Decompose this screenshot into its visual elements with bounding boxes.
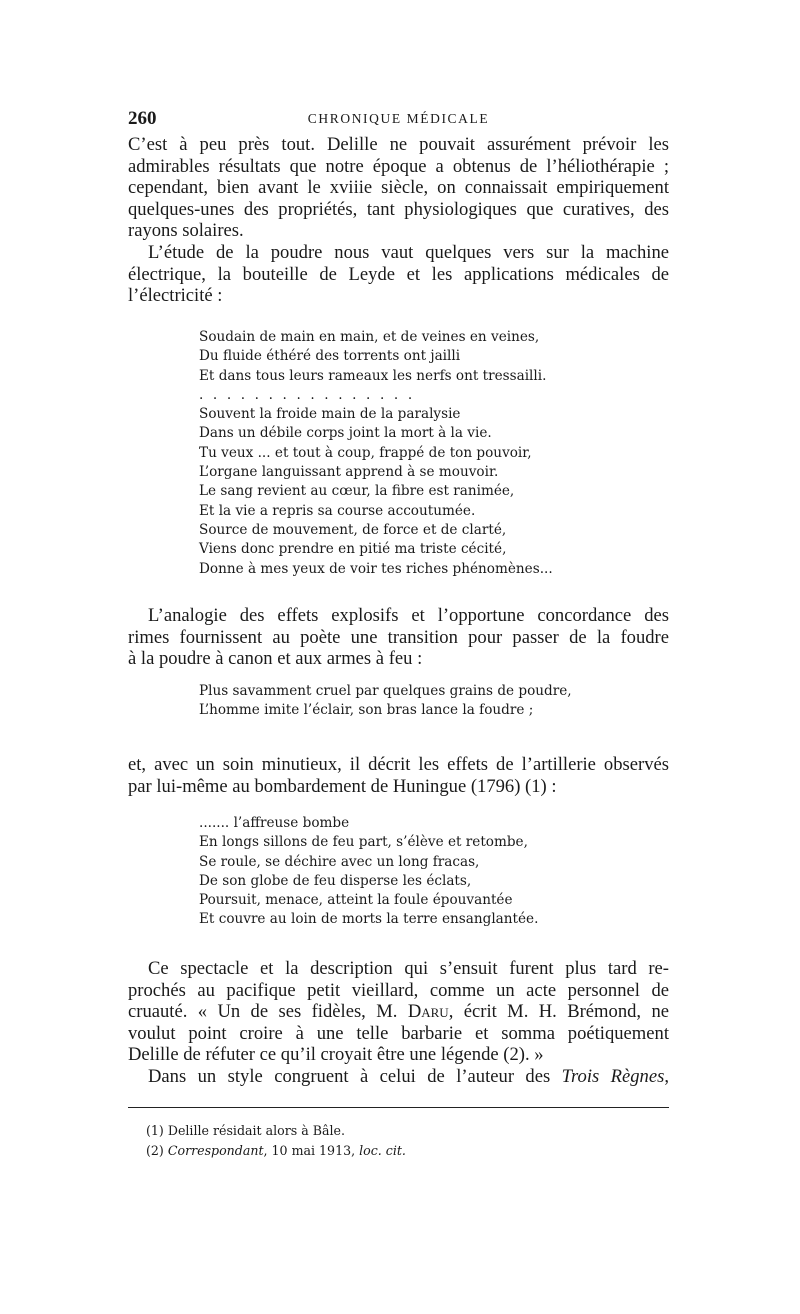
text-line: électrique, la bouteille de Leyde et les applications médicales de <box>128 263 669 285</box>
verse-line: L’organe languissant apprend à se mouvoir. <box>199 464 499 481</box>
verse-line: Et dans tous leurs rameaux les nerfs ont tressailli. <box>199 367 547 384</box>
text-line: rayons solaires. <box>128 220 244 242</box>
text-line: L’étude de la poudre nous vaut quelques vers sur la machine <box>148 242 669 263</box>
verse-line: Et la vie a repris sa course accoutumée. <box>199 502 476 519</box>
verse-line: Et couvre au loin de morts la terre ensanglantée. <box>199 911 539 928</box>
text-line: à la poudre à canon et aux armes à feu : <box>128 648 423 670</box>
verse-line: L’homme imite l’éclair, son bras lance la foudre ; <box>199 702 534 719</box>
verse-quote-electricity <box>199 328 553 579</box>
footnote-2 <box>146 1141 406 1161</box>
footnote-1 <box>146 1121 406 1141</box>
running-title: CHRONIQUE MÉDICALE <box>307 111 490 126</box>
footnote-mark: (1) <box>146 1123 164 1138</box>
text-line: l’électricité : <box>128 285 223 307</box>
ellipsis-row: ................ <box>199 386 422 403</box>
verse-line: Source de mouvement, de force et de clarté, <box>199 521 507 538</box>
paragraph-artillery <box>128 754 669 797</box>
paragraph-electricity <box>128 242 669 307</box>
text-line: et, avec un soin minutieux, il décrit les effets de l’artillerie observés <box>128 754 669 775</box>
text-line: cependant, bien avant le xviiie siècle, on connaissait empiriquement <box>128 177 669 199</box>
text-line: Dans un style congruent à celui de l’auteur des Trois Règnes, <box>148 1066 669 1087</box>
text-line: quelques-unes des propriétés, tant physiologiques que curatives, des <box>128 198 669 220</box>
paragraph-style <box>128 1066 669 1088</box>
verse-line: Se roule, se déchire avec un long fracas, <box>199 853 480 870</box>
footnote-source: Correspondant <box>167 1143 264 1158</box>
text-line: rimes fournissent au poète une transition pour passer de la foudre <box>128 626 669 648</box>
paragraph-spectacle <box>128 958 669 1066</box>
paragraph-heliotherapy <box>128 134 669 242</box>
text-line: par lui-même au bombardement de Huningue (1796) (1) : <box>128 775 557 797</box>
footnotes <box>146 1121 406 1161</box>
work-title: Trois Règnes <box>561 1066 665 1087</box>
verse-quote-gunpowder <box>199 682 572 721</box>
paragraph-analogy <box>128 605 669 670</box>
verse-line: Soudain de main en main, et de veines en veines, <box>199 329 540 345</box>
verse-line: Le sang revient au cœur, la fibre est ranimée, <box>199 483 515 500</box>
footnote-loc: loc. cit. <box>359 1143 406 1158</box>
text-line: Delille de réfuter ce qu’il croyait être une légende (2). » <box>128 1044 544 1066</box>
verse-line: Dans un débile corps joint la mort à la vie. <box>199 425 492 442</box>
footnote-mark: (2) <box>146 1143 164 1158</box>
verse-line: Plus savamment cruel par quelques grains de poudre, <box>199 683 572 699</box>
verse-line: Poursuit, menace, atteint la foule épouvantée <box>199 892 513 909</box>
verse-line: ....... l’affreuse bombe <box>199 815 350 831</box>
text-line: prochés au pacifique petit vieillard, comme un acte personnel de <box>128 979 669 1001</box>
text-line: cruauté. « Un de ses fidèles, M. Daru, écrit M. H. Brémond, ne <box>128 1001 670 1023</box>
verse-line: Tu veux ... et tout à coup, frappé de ton pouvoir, <box>199 444 532 461</box>
text-line: Ce spectacle et la description qui s’ensuit furent plus tard re- <box>148 958 669 979</box>
text-line: voulut point croire à une telle barbarie et somma poétiquement <box>128 1022 669 1044</box>
verse-line: De son globe de feu disperse les éclats, <box>199 872 472 889</box>
verse-line: Du fluide éthéré des torrents ont jailli <box>199 348 461 365</box>
text-line: admirables résultats que notre époque a obtenus de l’héliothérapie ; <box>128 155 669 177</box>
footnote-text: Delille résidait alors à Bâle. <box>167 1123 345 1138</box>
verse-line: Viens donc prendre en pitié ma triste cécité, <box>199 541 507 558</box>
text-line: C’est à peu près tout. Delille ne pouvait assurément prévoir les <box>128 134 669 155</box>
footnote-text: , 10 mai 1913, <box>263 1143 360 1158</box>
page-number: 260 <box>128 108 157 129</box>
name-daru: Daru <box>407 1001 449 1023</box>
verse-quote-bomb <box>199 814 538 930</box>
verse-line: Souvent la froide main de la paralysie <box>199 406 461 423</box>
footnote-divider <box>128 1107 669 1108</box>
verse-line: En longs sillons de feu part, s’élève et retombe, <box>199 834 528 851</box>
verse-line: Donne à mes yeux de voir tes riches phénomènes... <box>199 560 553 577</box>
text-line: L’analogie des effets explosifs et l’opportune concordance des <box>148 605 669 626</box>
page-header <box>128 108 669 132</box>
